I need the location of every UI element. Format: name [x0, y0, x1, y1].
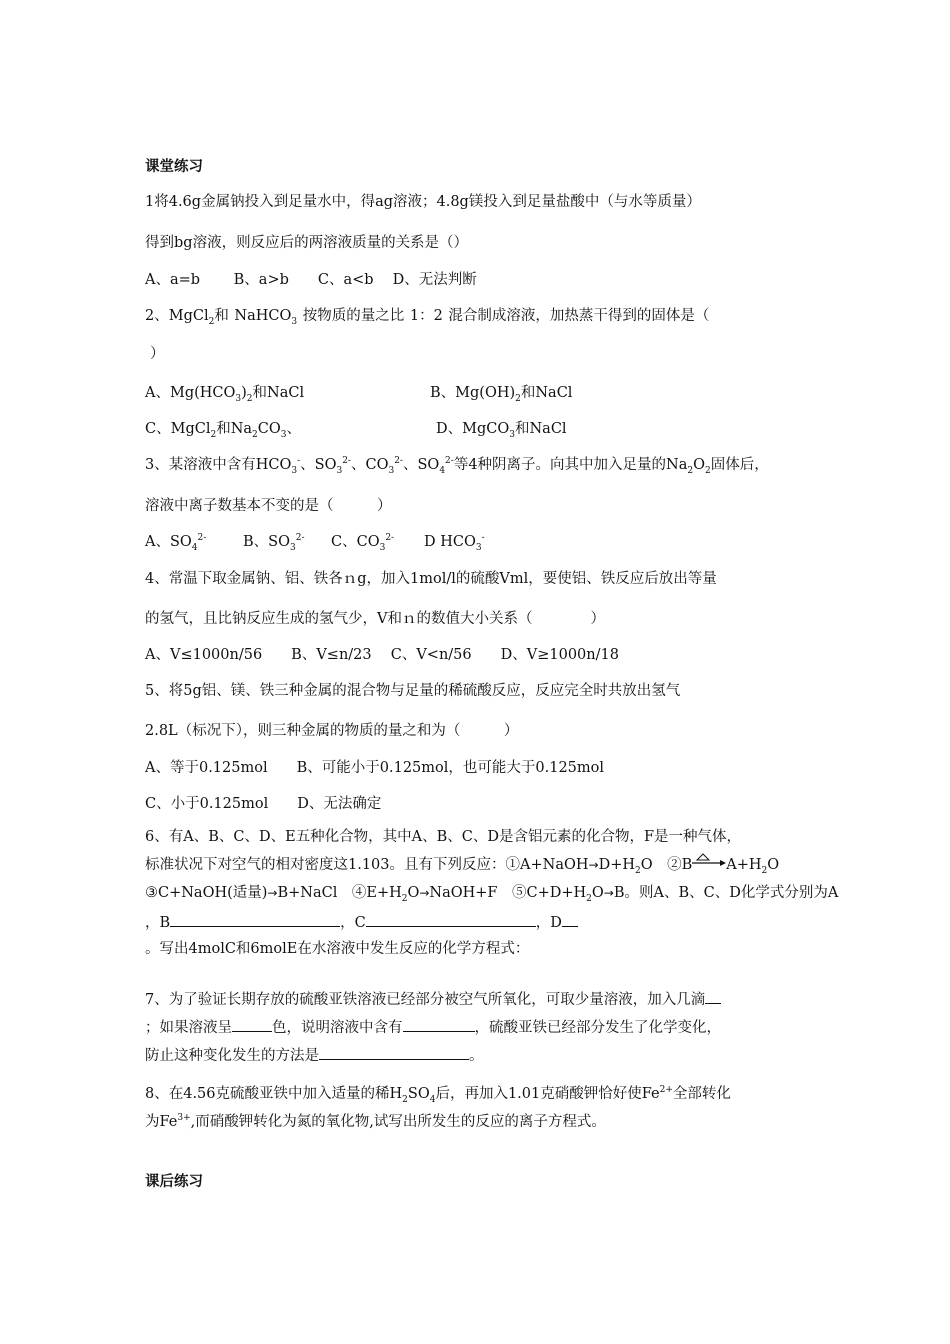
q5-options-1: A、等于0.125mol B、可能小于0.125mol，也可能大于0.125mol: [145, 760, 605, 776]
q2-option-a: A、$Mg(HCO_3)_2$和NaCl: [145, 385, 305, 404]
arrow-icon: →: [419, 886, 430, 900]
answer-blank-method[interactable]: [319, 1045, 469, 1060]
q2-line2: ）: [150, 346, 165, 362]
q6-line2: 标准状况下对空气的相对密度这1.103。且有下列反应：$①A+NaOH\to D+H_2O$ ②B $A+H_2O$: [145, 856, 779, 874]
q3-option-a: A、$SO_4^{2-}$: [145, 533, 207, 553]
q2-line1: 2、MgCl$_2$和 NaHCO$_3$ 按物质的量之比 1：2 混合制成溶液，加热蒸干得到的固体是（: [145, 308, 710, 327]
answer-blank-c[interactable]: [366, 912, 536, 927]
section-title-classroom: 课堂练习: [145, 159, 203, 175]
q3-option-d: D $HCO_3^-$: [424, 533, 485, 553]
arrow-icon: →: [588, 858, 599, 872]
q3-line2: 溶液中离子数基本不变的是（ ）: [145, 498, 392, 514]
section-title-homework: 课后练习: [145, 1174, 203, 1190]
arrow-icon: →: [603, 886, 614, 900]
q7-line3: 防止这种变化发生的方法是 。: [145, 1045, 484, 1065]
answer-blank-color[interactable]: [232, 1017, 272, 1032]
q7-line2: ；如果溶液呈 色，说明溶液中含有 ，硫酸亚铁已经部分发生了化学变化，: [145, 1017, 721, 1037]
heat-arrow-icon: [692, 857, 726, 869]
q1-line2: 得到bg溶液，则反应后的两溶液质量的关系是（）: [145, 235, 469, 251]
q4-line1: 4、常温下取金属钠、铝、铁各ｎg，加入1mol/l的硫酸Vml，要使铝、铁反应后放出等量: [145, 571, 717, 587]
q6-line4: ，B ，C ，D: [145, 912, 578, 932]
arrow-icon: →: [267, 886, 278, 900]
answer-blank-b[interactable]: [170, 912, 340, 927]
q6-line1: 6、有A、B、C、D、E五种化合物，其中A、B、C、D是含铝元素的化合物，F是一种气体，: [145, 829, 742, 845]
q6-line5: 。写出4molC和6molE在水溶液中发生反应的化学方程式：: [145, 941, 530, 957]
q8-line1: 8、在4.56克硫酸亚铁中加入适量的稀$H_2SO_4$后，再加入1.01克硝酸钾恰好使$Fe^{2+}$全部转化: [145, 1085, 731, 1105]
q1-line1: 1将4.6g金属钠投入到足量水中，得ag溶液；4.8g镁投入到足量盐酸中（与水等质量）: [145, 194, 701, 210]
answer-blank-reagent[interactable]: [705, 989, 721, 1004]
answer-blank-d[interactable]: [562, 912, 578, 927]
q3-line1: 3、某溶液中含有$HCO_3^-$、$SO_3^{2-}$、$CO_3^{2-}$、$SO_4^{2-}$等4种阴离子。向其中加入足量的$Na_2O_2$固体后，: [145, 456, 769, 476]
q1-options: A、a=b B、a>b C、a<b D、无法判断: [145, 272, 477, 288]
q5-options-2: C、小于0.125mol D、无法确定: [145, 796, 382, 812]
q2-option-b: B、$Mg(OH)_2$和NaCl: [430, 385, 573, 404]
q4-line2: 的氢气，且比钠反应生成的氢气少，V和ｎ的数值大小关系（ ）: [145, 611, 605, 627]
q6-line3: ③C+NaOH(适量)→B+NaCl $④E+H_2O\to NaOH+F$ $⑤C+D+H_2O\to B$。则A、B、C、D化学式分别为A: [145, 885, 839, 904]
q3-option-b: B、$SO_3^{2-}$: [243, 533, 305, 553]
q3-option-c: C、$CO_3^{2-}$: [331, 533, 395, 553]
q5-line2: 2.8L（标况下），则三种金属的物质的量之和为（ ）: [145, 723, 519, 739]
q7-line1: 7、为了验证长期存放的硫酸亚铁溶液已经部分被空气所氧化，可取少量溶液，加入几滴: [145, 989, 721, 1009]
answer-blank-ion[interactable]: [403, 1017, 475, 1032]
q2-option-c: C、MgCl$_2$和$Na_2CO_3$、: [145, 421, 301, 440]
q8-line2: 为$Fe^{3+}$,而硝酸钾转化为氮的氧化物,试写出所发生的反应的离子方程式。: [145, 1113, 606, 1130]
q2-option-d: D、MgCO$_3$和NaCl: [436, 421, 567, 440]
q4-options: A、V≤1000n/56 B、V≤n/23 C、V<n/56 D、V≥1000n/18: [145, 647, 619, 663]
q5-line1: 5、将5g铝、镁、铁三种金属的混合物与足量的稀硫酸反应，反应完全时共放出氢气: [145, 683, 681, 699]
